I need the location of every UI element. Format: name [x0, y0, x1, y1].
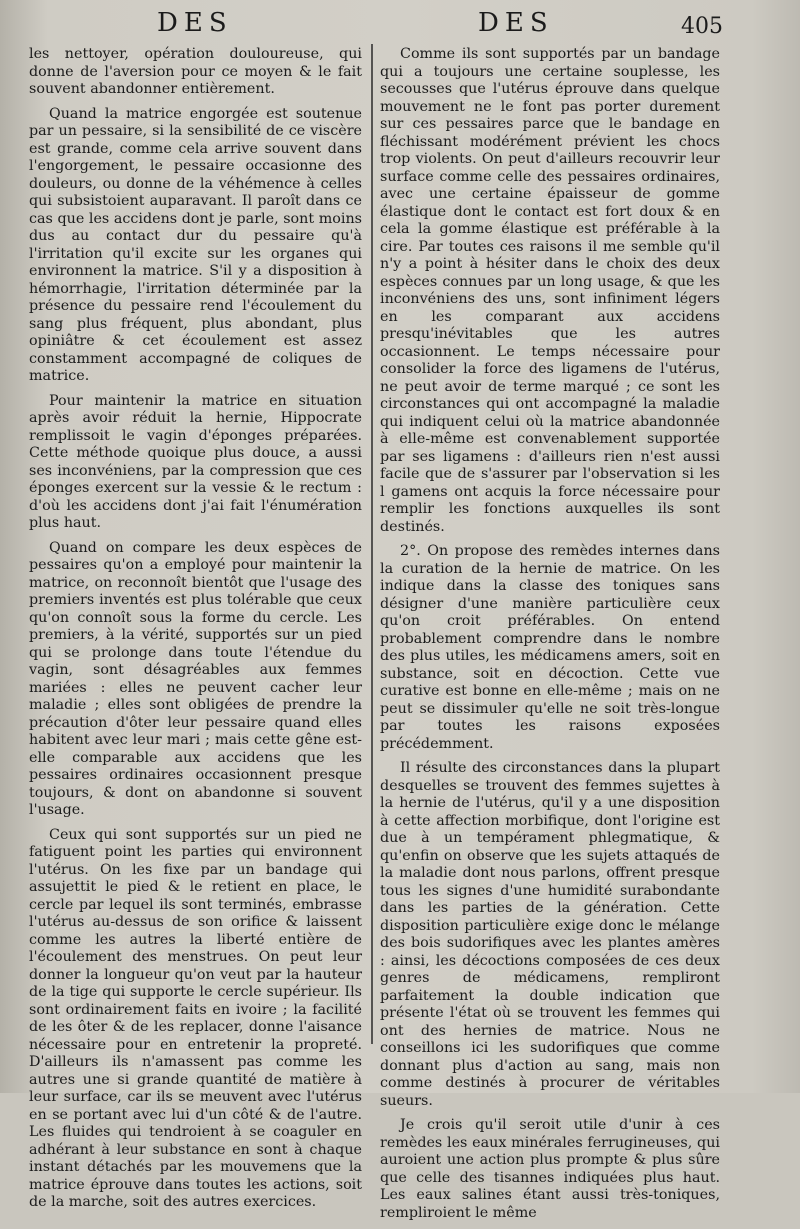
right-column: [380, 46, 720, 1229]
paragraph: Quand la matrice engorgée est soutenue par un pessaire, si la sensibilité de ce viscère est grande, comme cela arrive souvent dans l'engorgement, le pessaire occasionne des douleurs, ou donne de la véhémence à celles qui subsistoient auparavant. Il paroît dans ce cas que les accidens dont je parle, sont moins dus au contact dur du pessaire qu'à l'irritation qu'il excite sur les organes qui environnent la matrice. S'il y a disposition à hémorrhagie, l'irritation déterminée par la présence du pessaire rend l'écoulement du sang plus fréquent, plus abondant, plus opiniâtre & cet écoulement est assez constamment accompagné de coliques de matrice.: [29, 105, 362, 384]
paragraph: Pour maintenir la matrice en situation après avoir réduit la hernie, Hippocrate remplissoit le vagin d'éponges préparées. Cette méthode quoique plus douce, a aussi ses inconvéniens, par la compression que ces éponges exercent sur la vessie & le rectum : d'où les accidens dont j'ai fait l'énumération plus haut.: [29, 392, 362, 531]
paragraph: 2°. On propose des remèdes internes dans la curation de la hernie de matrice. On les indique dans la classe des toniques sans désigner d'une manière particulière ceux qu'on croit préférables. On entend probablement comprendre dans le nombre des plus utiles, les médicamens amers, soit en substance, soit en décoction. Cette vue curative est bonne en elle-même ; mais on ne peut se dissimuler qu'elle ne soit très-longue par toutes les raisons exposées précédemment.: [380, 543, 720, 752]
header-left-word: DES: [157, 8, 233, 38]
running-header: [0, 8, 800, 42]
left-column: [29, 46, 362, 1219]
page-number: 405: [681, 14, 723, 39]
paragraph: Il résulte des circonstances dans la plupart desquelles se trouvent des femmes sujettes à la hernie de l'utérus, qu'il y a une disposition à cette affection morbifique, dont l'origine est due à un tempérament phlegmatique, & qu'enfin on observe que les sujets attaqués de la maladie dont nous parlons, offrent presque tous les signes d'une humidité surabondante dans les parties de la génération. Cette disposition particulière exige donc le mélange des bois sudorifiques avec les plantes amères : ainsi, les décoctions composées de ces deux genres de médicamens, rempliront parfaitement la double indication que présente l'état où se trouvent les femmes qui ont des hernies de matrice. Nous ne conseillons ici les sudorifiques que comme donnant plus d'action au sang, mais non comme destinés à procurer de véritables sueurs.: [380, 760, 720, 1109]
paragraph: Ceux qui sont supportés sur un pied ne fatiguent point les parties qui environnent l'utérus. On les fixe par un bandage qui assujettit le pied & le retient en place, le cercle par lequel ils sont terminés, embrasse l'utérus au-dessus de son orifice & laissent comme les autres la liberté entière de l'écoulement des menstrues. On peut leur donner la longueur qu'on veut par la hauteur de la tige qui supporte le cercle supérieur. Ils sont ordinairement faits en ivoire ; la facilité de les ôter & de les replacer, donne l'aisance nécessaire pour en entretenir la propreté. D'ailleurs ils n'amassent pas comme les autres une si grande quantité de matière à leur surface, car ils se meuvent avec l'utérus en se portant avec lui d'un côté & de l'autre. Les fluides qui tendroient à se coaguler en adhérant à leur substance en sont à chaque instant détachés par les mouvemens que la matrice éprouve dans toutes les actions, soit de la marche, soit des autres exercices.: [29, 826, 362, 1210]
header-right-word: DES: [478, 8, 554, 38]
paragraph: les nettoyer, opération douloureuse, qui donne de l'aversion pour ce moyen & le fait souvent abandonner entièrement.: [29, 46, 362, 97]
column-divider: [371, 44, 373, 1044]
paragraph: Je crois qu'il seroit utile d'unir à ces remèdes les eaux minérales ferrugineuses, qui auroient une action plus prompte & plus sûre que celle des tisannes indiquées plus haut. Les eaux salines étant aussi très-toniques, rempliroient le même: [380, 1117, 720, 1221]
paragraph: Comme ils sont supportés par un bandage qui a toujours une certaine souplesse, les secousses que l'utérus éprouve dans quelque mouvement ne le font pas porter durement sur ces pessaires parce que le bandage en fléchissant modérément prévient les chocs trop violents. On peut d'ailleurs recouvrir leur surface comme celle des pessaires ordinaires, avec une certaine épaisseur de gomme élastique dont le contact est fort doux & en cela la gomme élastique est préférable à la cire. Par toutes ces raisons il me semble qu'il n'y a point à hésiter dans le choix des deux espèces connues par un long usage, & que les inconvéniens des uns, sont infiniment légers en les comparant aux accidens presqu'inévitables que les autres occasionnent. Le temps nécessaire pour consolider la force des ligamens de l'utérus, ne peut avoir de terme marqué ; ce sont les circonstances qui ont accompagné la maladie qui indiquent celui où la matrice abandonnée à elle-même est convenablement supportée par ses ligamens : d'ailleurs rien n'est aussi facile que de s'assurer par l'observation si les l gamens ont acquis la force nécessaire pour remplir les fonctions auxquelles ils sont destinés.: [380, 46, 720, 535]
paragraph: Quand on compare les deux espèces de pessaires qu'on a employé pour maintenir la matrice, on reconnoît bientôt que l'usage des premiers inventés est plus tolérable que ceux qu'on connoît sous la forme du cercle. Les premiers, à la vérité, supportés sur un pied qui se prolonge dans toute l'étendue du vagin, sont désagréables aux femmes mariées : elles ne peuvent cacher leur maladie ; elles sont obligées de prendre la précaution d'ôter leur pessaire quand elles habitent avec leur mari ; mais cette gêne est-elle comparable aux accidens que les pessaires ordinaires occasionnent presque toujours, & dont on abandonne si souvent l'usage.: [29, 539, 362, 818]
